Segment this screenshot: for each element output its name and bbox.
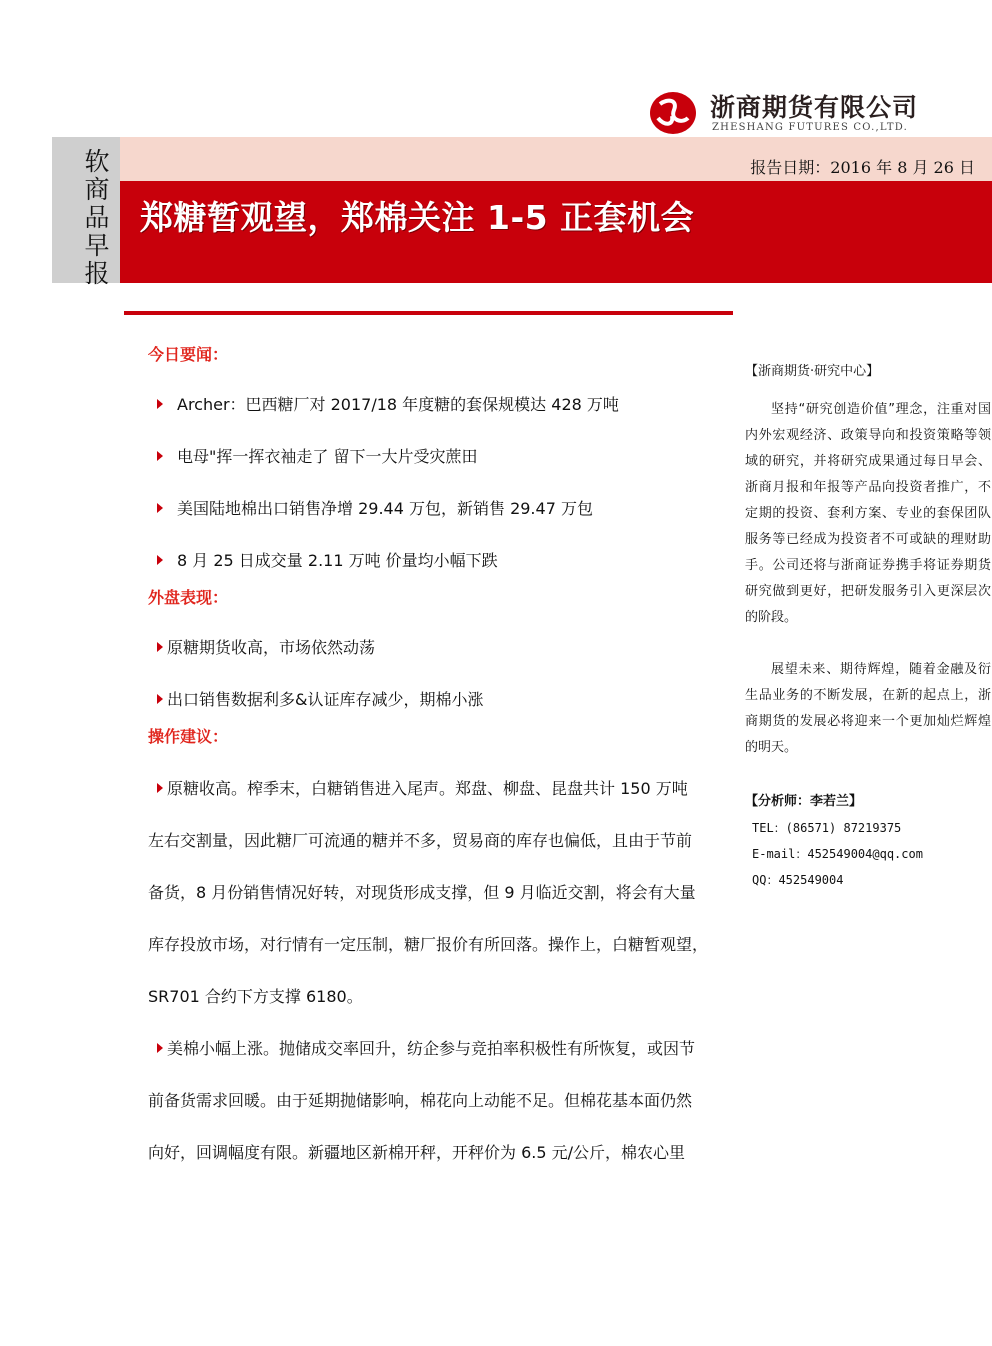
sugar-advice-text: 原糖收高。榨季末，白糖销售进入尾声。郑盘、柳盘、昆盘共计 150 万吨 — [167, 779, 688, 798]
sugar-advice-line: 左右交割量，因此糖厂可流通的糖并不多，贸易商的库存也偏低，且由于节前 — [148, 831, 693, 850]
bullet-arrow-icon — [157, 783, 163, 793]
advice-heading: 操作建议： — [148, 727, 229, 746]
news-item — [157, 392, 619, 415]
news-heading: 今日要闻： — [148, 345, 229, 364]
sugar-advice-line: SR701 合约下方支撑 6180。 — [148, 987, 363, 1006]
news-item-text: 美国陆地棉出口销售净增 29.44 万包，新销售 29.47 万包 — [177, 499, 593, 518]
research-center-intro: 坚持“研究创造价值”理念，注重对国内外宏观经济、政策导向和投资策略等领域的研究，并将研究成果通过每日早会、浙商月报和年报等产品向投资者推广，不定期的投资、套利方案、专业的套保团队服务等已经成为投资者不可或缺的理财助手。公司还将与浙商证券携手将证券期货研究做到更好，把研发服务引入更深层次的阶段。 — [745, 402, 991, 625]
bullet-arrow-icon — [157, 642, 163, 652]
research-center-heading: 【浙商期货·研究中心】 — [745, 364, 880, 379]
news-item — [157, 444, 477, 467]
news-item-text: 电母"挥一挥衣袖走了 留下一大片受灾蔗田 — [177, 447, 478, 466]
news-item — [157, 548, 498, 571]
cotton-advice-line: 前备货需求回暖。由于延期抛储影响，棉花向上动能不足。但棉花基本面仍然 — [148, 1091, 693, 1110]
report-date: 报告日期：2016 年 8 月 26 日 — [750, 158, 975, 177]
bullet-arrow-icon — [157, 555, 163, 565]
overseas-item — [157, 687, 483, 710]
bullet-arrow-icon — [157, 1043, 163, 1053]
research-center-outlook: 展望未来、期待辉煌，随着金融及衍生品业务的不断发展，在新的起点上，浙商期货的发展必将迎来一个更加灿烂辉煌的明天。 — [745, 662, 991, 755]
company-name-cn: 浙商期货有限公司 — [710, 93, 919, 122]
cotton-advice-line — [157, 1036, 717, 1059]
divider-rule — [124, 311, 733, 315]
overseas-item-text: 出口销售数据利多&认证库存减少，期棉小涨 — [167, 690, 484, 709]
overseas-item — [157, 635, 375, 658]
news-item — [157, 496, 593, 519]
cotton-advice-line: 向好，回调幅度有限。新疆地区新棉开秤，开秤价为 6.5 元/公斤，棉农心里 — [148, 1143, 686, 1162]
category-label: 软商品早报 — [84, 147, 110, 288]
cotton-advice-text: 美棉小幅上涨。抛储成交率回升，纺企参与竞拍率积极性有所恢复，或因节 — [167, 1039, 696, 1058]
analyst-name: 【分析师：李若兰】 — [745, 794, 863, 809]
analyst-email: E-mail：452549004@qq.com — [752, 847, 923, 861]
company-emblem-icon — [648, 90, 698, 136]
analyst-tel: TEL：(86571) 87219375 — [752, 821, 902, 835]
report-title: 郑糖暂观望，郑棉关注 1-5 正套机会 — [140, 198, 695, 237]
bullet-arrow-icon — [157, 399, 163, 409]
overseas-item-text: 原糖期货收高，市场依然动荡 — [167, 638, 376, 657]
news-item-text: 8 月 25 日成交量 2.11 万吨 价量均小幅下跌 — [177, 551, 498, 570]
sugar-advice-line — [157, 776, 717, 799]
bullet-arrow-icon — [157, 694, 163, 704]
bullet-arrow-icon — [157, 503, 163, 513]
company-logo — [648, 88, 948, 138]
analyst-qq: QQ：452549004 — [752, 873, 844, 887]
overseas-heading: 外盘表现： — [148, 588, 229, 607]
bullet-arrow-icon — [157, 451, 163, 461]
sugar-advice-line: 备货，8 月份销售情况好转，对现货形成支撑，但 9 月临近交割，将会有大量 — [148, 883, 696, 902]
news-item-text: Archer：巴西糖厂对 2017/18 年度糖的套保规模达 428 万吨 — [177, 395, 619, 414]
sugar-advice-line: 库存投放市场，对行情有一定压制，糖厂报价有所回落。操作上，白糖暂观望， — [148, 935, 709, 954]
company-name-en: ZHESHANG FUTURES CO.,LTD. — [712, 122, 908, 133]
